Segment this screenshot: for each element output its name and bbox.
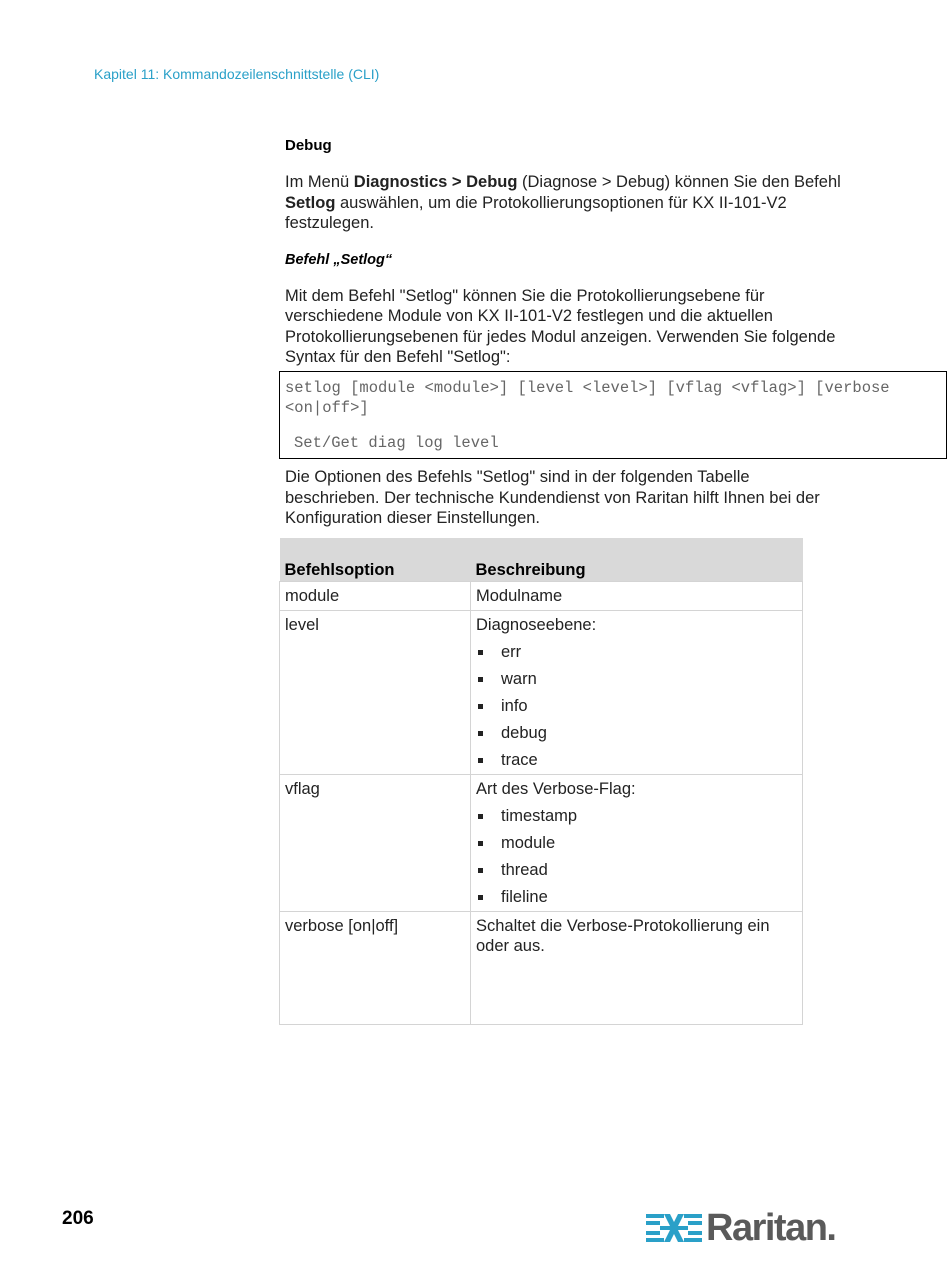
- chapter-header: Kapitel 11: Kommandozeilenschnittstelle (CLI): [94, 66, 380, 82]
- description-text: Modulname: [476, 587, 563, 605]
- list-item: thread: [476, 860, 797, 880]
- list-item: debug: [476, 723, 797, 743]
- intro-text-2: (Diagnose > Debug) können Sie den Befehl: [517, 173, 841, 191]
- option-cell: module: [280, 582, 471, 611]
- subsection-title: Befehl „Setlog“: [285, 251, 393, 268]
- raritan-logo-icon: [646, 1211, 702, 1245]
- description-cell: [471, 912, 803, 1025]
- description-text: Art des Verbose-Flag:: [476, 780, 636, 798]
- option-cell: vflag: [280, 775, 471, 912]
- table-intro-paragraph: Die Optionen des Befehls "Setlog" sind in der folgenden Tabelle beschrieben. Der technische Kundendienst von Raritan hilft Ihnen bei der Konfiguration dieser Einstellungen.: [285, 468, 820, 527]
- raritan-logo-text: Raritan.: [706, 1206, 836, 1249]
- description-text: Diagnoseebene:: [476, 616, 597, 634]
- code-help: Set/Get diag log level: [294, 434, 499, 452]
- list-item: fileline: [476, 887, 797, 907]
- header-description: Beschreibung: [471, 538, 803, 582]
- page-number: 206: [62, 1208, 94, 1229]
- header-option: Befehlsoption: [280, 538, 471, 582]
- option-cell: level: [280, 611, 471, 775]
- options-table: [279, 538, 803, 1025]
- list-item: err: [476, 642, 797, 662]
- list-item: warn: [476, 669, 797, 689]
- code-syntax: setlog [module <module>] [level <level>] [vflag <vflag>] [verbose <on|off>]: [285, 379, 890, 417]
- intro-paragraph: [285, 172, 845, 234]
- list-item: info: [476, 696, 797, 716]
- intro-text-3: auswählen, um die Protokollierungsoptionen für KX II-101-V2 festzulegen.: [285, 193, 787, 232]
- description-paragraph: Mit dem Befehl "Setlog" können Sie die Protokollierungsebene für verschiedene Module von KX II-101-V2 festlegen und die aktuellen Protokollierungsebenen für jedes Modul anzeigen. Verwenden Sie folgende Syntax für den Befehl "Setlog":: [285, 286, 836, 366]
- list-item: timestamp: [476, 806, 797, 826]
- intro-text-1: Im Menü: [285, 173, 354, 191]
- list-item: module: [476, 833, 797, 853]
- code-block: [279, 371, 947, 459]
- content-column: [285, 137, 845, 368]
- description-cell: [471, 611, 803, 775]
- bullet-list: [476, 806, 797, 907]
- option-cell: verbose [on|off]: [280, 912, 471, 1025]
- table-header-row: [280, 538, 803, 582]
- table-row: [280, 912, 803, 1025]
- raritan-logo: [646, 1208, 835, 1248]
- description-text: Schaltet die Verbose-Protokollierung ein oder aus.: [476, 917, 770, 955]
- menu-path: Diagnostics > Debug: [353, 173, 518, 191]
- table-row: [280, 582, 803, 611]
- table-row: [280, 611, 803, 775]
- command-name: Setlog: [285, 193, 336, 212]
- bullet-list: [476, 642, 797, 770]
- list-item: trace: [476, 750, 797, 770]
- table-row: [280, 775, 803, 912]
- description-cell: [471, 775, 803, 912]
- section-title: Debug: [285, 137, 332, 154]
- description-cell: [471, 582, 803, 611]
